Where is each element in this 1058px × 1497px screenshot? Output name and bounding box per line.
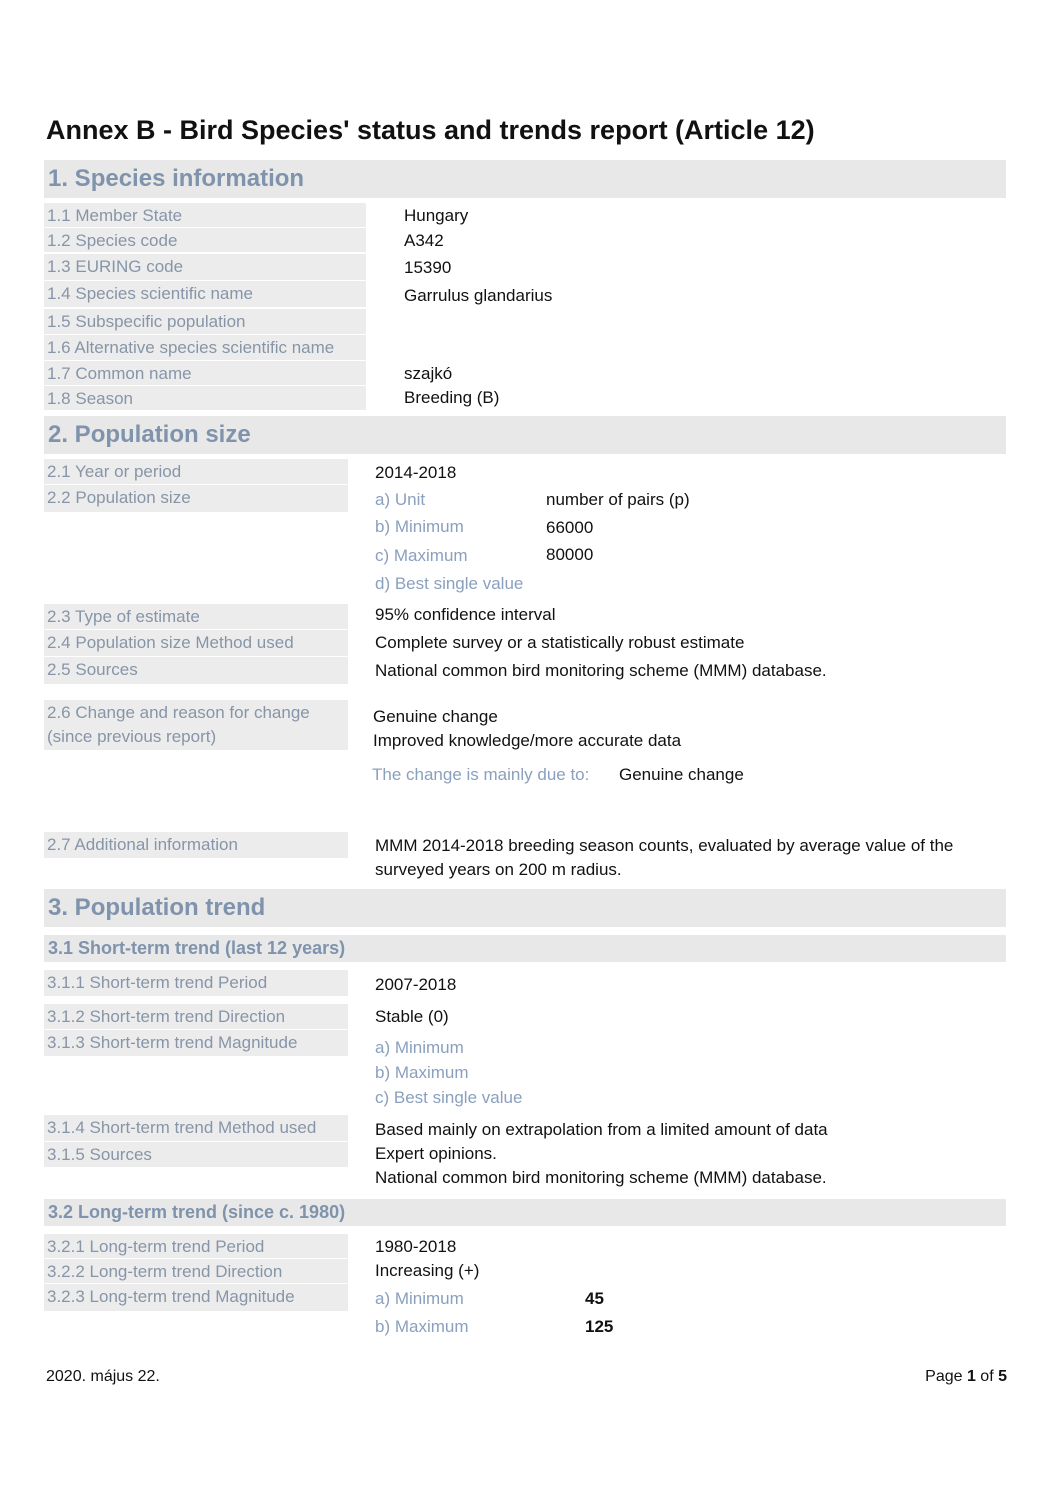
sub-label-short-term-minimum: a) Minimum [375, 1038, 464, 1057]
field-label-method-used: 2.4 Population size Method used [44, 630, 348, 656]
field-value-change: Genuine change [373, 707, 498, 726]
sub-value-change-mainly-due: Genuine change [619, 765, 744, 784]
field-label-short-term-direction: 3.1.2 Short-term trend Direction [44, 1004, 348, 1029]
footer-date: 2020. május 22. [46, 1368, 160, 1385]
field-label-additional-info: 2.7 Additional information [44, 832, 348, 858]
field-label-scientific-name: 1.4 Species scientific name [44, 281, 366, 307]
sub-value-unit: number of pairs (p) [546, 490, 690, 509]
field-value-type-of-estimate: 95% confidence interval [375, 605, 556, 624]
section-heading: 1. Species information [48, 165, 305, 192]
sub-value-minimum: 66000 [546, 518, 594, 537]
subsection-heading: 3.1 Short-term trend (last 12 years) [48, 938, 346, 958]
section-population-trend [44, 889, 1006, 927]
field-label-short-term-method: 3.1.4 Short-term trend Method used [44, 1115, 348, 1141]
field-value-additional-info-line2: surveyed years on 200 m radius. [375, 860, 622, 879]
field-value-short-term-direction: Stable (0) [375, 1007, 449, 1026]
field-label-short-term-period: 3.1.1 Short-term trend Period [44, 970, 348, 996]
field-label-population-size: 2.2 Population size [44, 485, 348, 512]
sub-label-best-value: d) Best single value [375, 574, 524, 593]
sub-label-long-term-maximum: b) Maximum [375, 1317, 469, 1336]
field-value-long-term-direction: Increasing (+) [375, 1261, 480, 1280]
footer-page-number: Page 1 of 5 [925, 1368, 1007, 1385]
sub-label-short-term-best-value: c) Best single value [375, 1088, 523, 1107]
field-label-long-term-period: 3.2.1 Long-term trend Period [44, 1234, 348, 1258]
field-value-additional-info-line1: MMM 2014-2018 breeding season counts, evaluated by average value of the [375, 836, 954, 855]
section-species-information [44, 160, 1006, 198]
field-value-long-term-period: 1980-2018 [375, 1237, 457, 1256]
field-value-method-used: Complete survey or a statistically robust estimate [375, 633, 745, 652]
field-label-type-of-estimate: 2.3 Type of estimate [44, 604, 348, 629]
field-label-alternative-name: 1.6 Alternative species scientific name [44, 335, 366, 360]
field-value-short-term-sources-line1: Expert opinions. [375, 1144, 497, 1163]
field-label-species-code: 1.2 Species code [44, 228, 366, 252]
field-label-euring-code: 1.3 EURING code [44, 254, 366, 280]
subsection-heading: 3.2 Long-term trend (since c. 1980) [48, 1202, 346, 1222]
section-heading: 3. Population trend [48, 894, 266, 921]
field-value-sources: National common bird monitoring scheme (MMM) database. [375, 661, 827, 680]
field-label-change-reason: 2.6 Change and reason for change (since previous report) [44, 700, 348, 750]
sub-label-unit: a) Unit [375, 490, 426, 509]
field-label-long-term-magnitude: 3.2.3 Long-term trend Magnitude [44, 1284, 348, 1311]
section-population-size [44, 416, 1006, 454]
field-value-season: Breeding (B) [404, 388, 500, 407]
field-label-season: 1.8 Season [44, 386, 366, 410]
field-label-sources: 2.5 Sources [44, 657, 348, 684]
field-value-change-reason: Improved knowledge/more accurate data [373, 731, 682, 750]
section-heading: 2. Population size [48, 421, 251, 448]
field-label-short-term-sources: 3.1.5 Sources [44, 1142, 348, 1167]
field-label-long-term-direction: 3.2.2 Long-term trend Direction [44, 1259, 348, 1283]
page-title: Annex B - Bird Species' status and trends report (Article 12) [46, 115, 815, 145]
field-value-year-period: 2014-2018 [375, 463, 457, 482]
sub-label-minimum: b) Minimum [375, 517, 464, 536]
subsection-short-term-trend [44, 935, 1006, 962]
field-value-euring-code: 15390 [404, 258, 452, 277]
field-label-year-period: 2.1 Year or period [44, 459, 348, 484]
field-value-short-term-sources-line2: National common bird monitoring scheme (MMM) database. [375, 1168, 827, 1187]
field-value-scientific-name: Garrulus glandarius [404, 286, 553, 305]
field-label-short-term-magnitude: 3.1.3 Short-term trend Magnitude [44, 1030, 348, 1056]
sub-value-long-term-maximum: 125 [585, 1317, 614, 1336]
field-value-common-name: szajkó [404, 364, 453, 383]
subsection-long-term-trend [44, 1199, 1006, 1226]
field-label-member-state: 1.1 Member State [44, 203, 366, 227]
field-label-common-name: 1.7 Common name [44, 361, 366, 385]
sub-label-long-term-minimum: a) Minimum [375, 1289, 464, 1308]
field-value-short-term-period: 2007-2018 [375, 975, 457, 994]
field-value-short-term-method: Based mainly on extrapolation from a limited amount of data [375, 1120, 828, 1139]
sub-value-long-term-minimum: 45 [585, 1289, 604, 1308]
sub-value-maximum: 80000 [546, 545, 594, 564]
sub-label-maximum: c) Maximum [375, 546, 468, 565]
field-value-species-code: A342 [404, 231, 444, 250]
field-label-subspecific-population: 1.5 Subspecific population [44, 309, 366, 334]
field-value-member-state: Hungary [404, 206, 469, 225]
sub-label-short-term-maximum: b) Maximum [375, 1063, 469, 1082]
sub-label-change-mainly-due: The change is mainly due to: [372, 765, 590, 784]
